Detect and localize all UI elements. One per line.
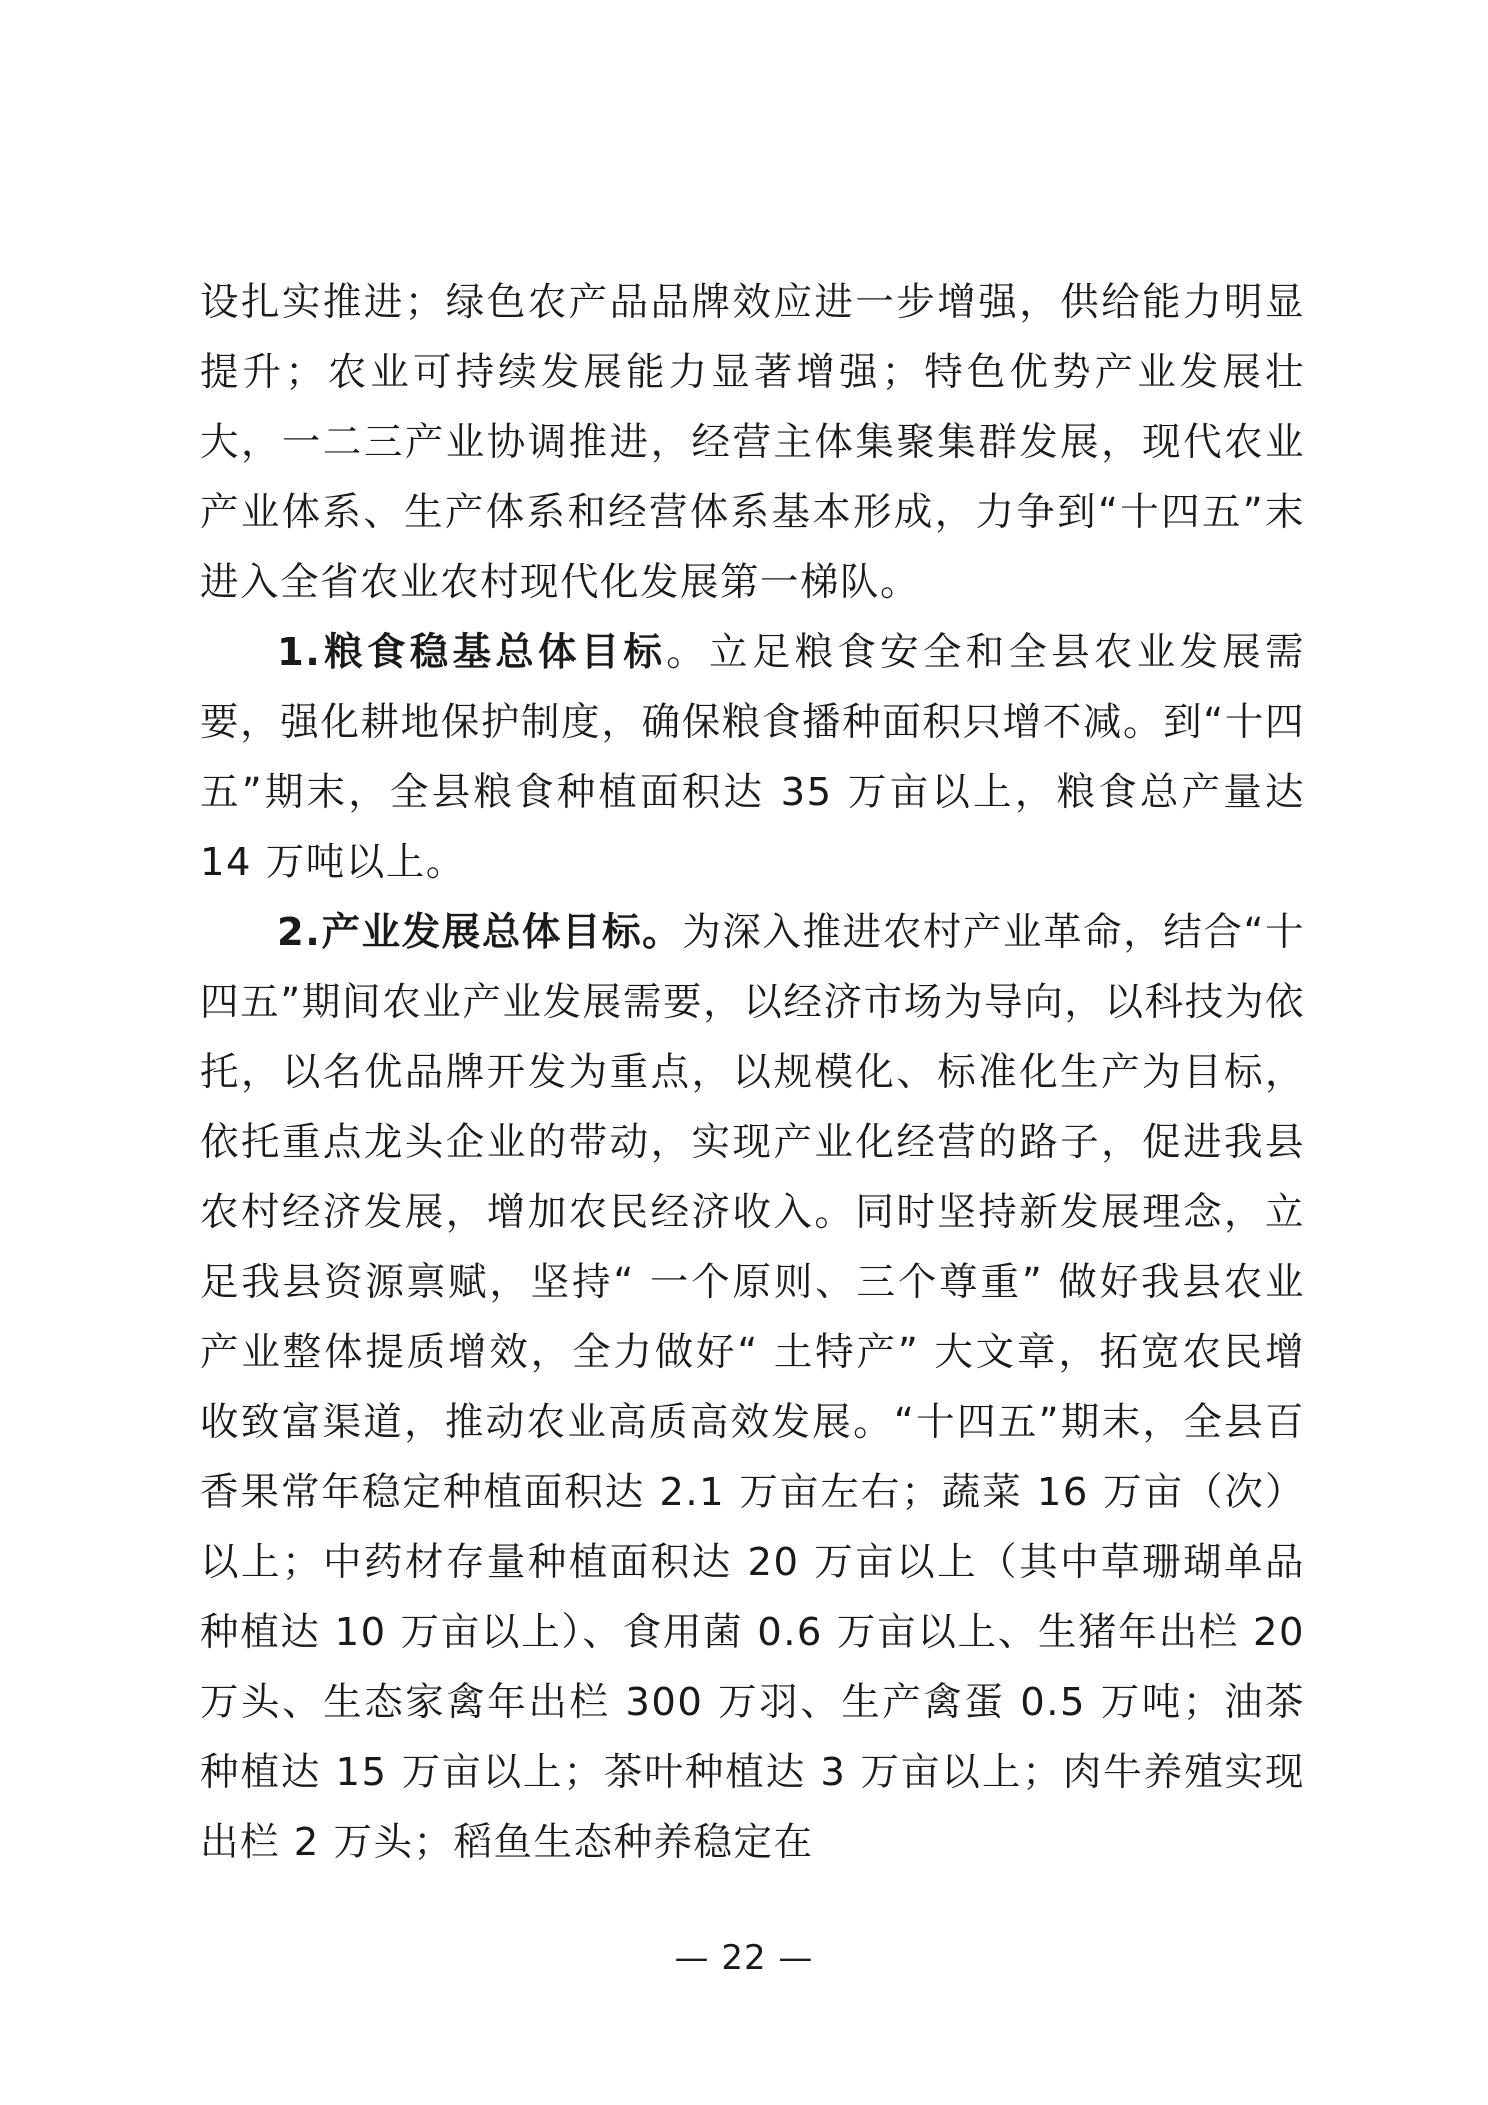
grain-goal-body: 。立足粮食安全和全县农业发展需要，强化耕地保护制度，确保粮食播种面积只增不减。到“十四五”期末，全县粮食种植面积达 35 万亩以上，粮食总产量达 14 万吨以上。 (200, 630, 1305, 885)
grain-goal-heading: 1.粮食稳基总体目标 (277, 630, 667, 675)
industry-goal-body: 为深入推进农村产业革命，结合“十四五”期间农业产业发展需要，以经济市场为导向，以科技为依托，以名优品牌开发为重点，以规模化、标准化生产为目标，依托重点龙头企业的带动，实现产业化经营的路子，促进我县农村经济发展，增加农民经济收入。同时坚持新发展理念，立足我县资源禀赋，坚持“ 一个原则、三个尊重” 做好我县农业产业整体提质增效，全力做好“ 土特产” 大文章，拓宽农民增收致富渠道，推动农业高质高效发展。“十四五”期末，全县百香果常年稳定种植面积达 2.1 万亩左右；蔬菜 16 万亩（次）以上；中药材存量种植面积达 20 万亩以上（其中草珊瑚单品种植达 10 万亩以上）、食用菌 0.6 万亩以上、生猪年出栏 20 万头、生态家禽年出栏 300 万羽、生产禽蛋 0.5 万吨；油茶种植达 15 万亩以上；茶叶种植达 3 万亩以上；肉牛养殖实现出栏 2 万头；稻鱼生态种养稳定在 (200, 910, 1305, 1865)
industry-goal-paragraph (200, 898, 1305, 1878)
industry-goal-heading: 2.产业发展总体目标。 (277, 910, 683, 955)
intro-paragraph: 设扎实推进；绿色农产品品牌效应进一步增强，供给能力明显提升；农业可持续发展能力显著增强；特色优势产业发展壮大，一二三产业协调推进，经营主体集聚集群发展，现代农业产业体系、生产体系和经营体系基本形成，力争到“十四五”末进入全省农业农村现代化发展第一梯队。 (200, 280, 1305, 605)
page-number: — 22 — (674, 1938, 814, 1978)
body-text (200, 268, 1305, 1878)
grain-goal-paragraph (200, 618, 1305, 898)
